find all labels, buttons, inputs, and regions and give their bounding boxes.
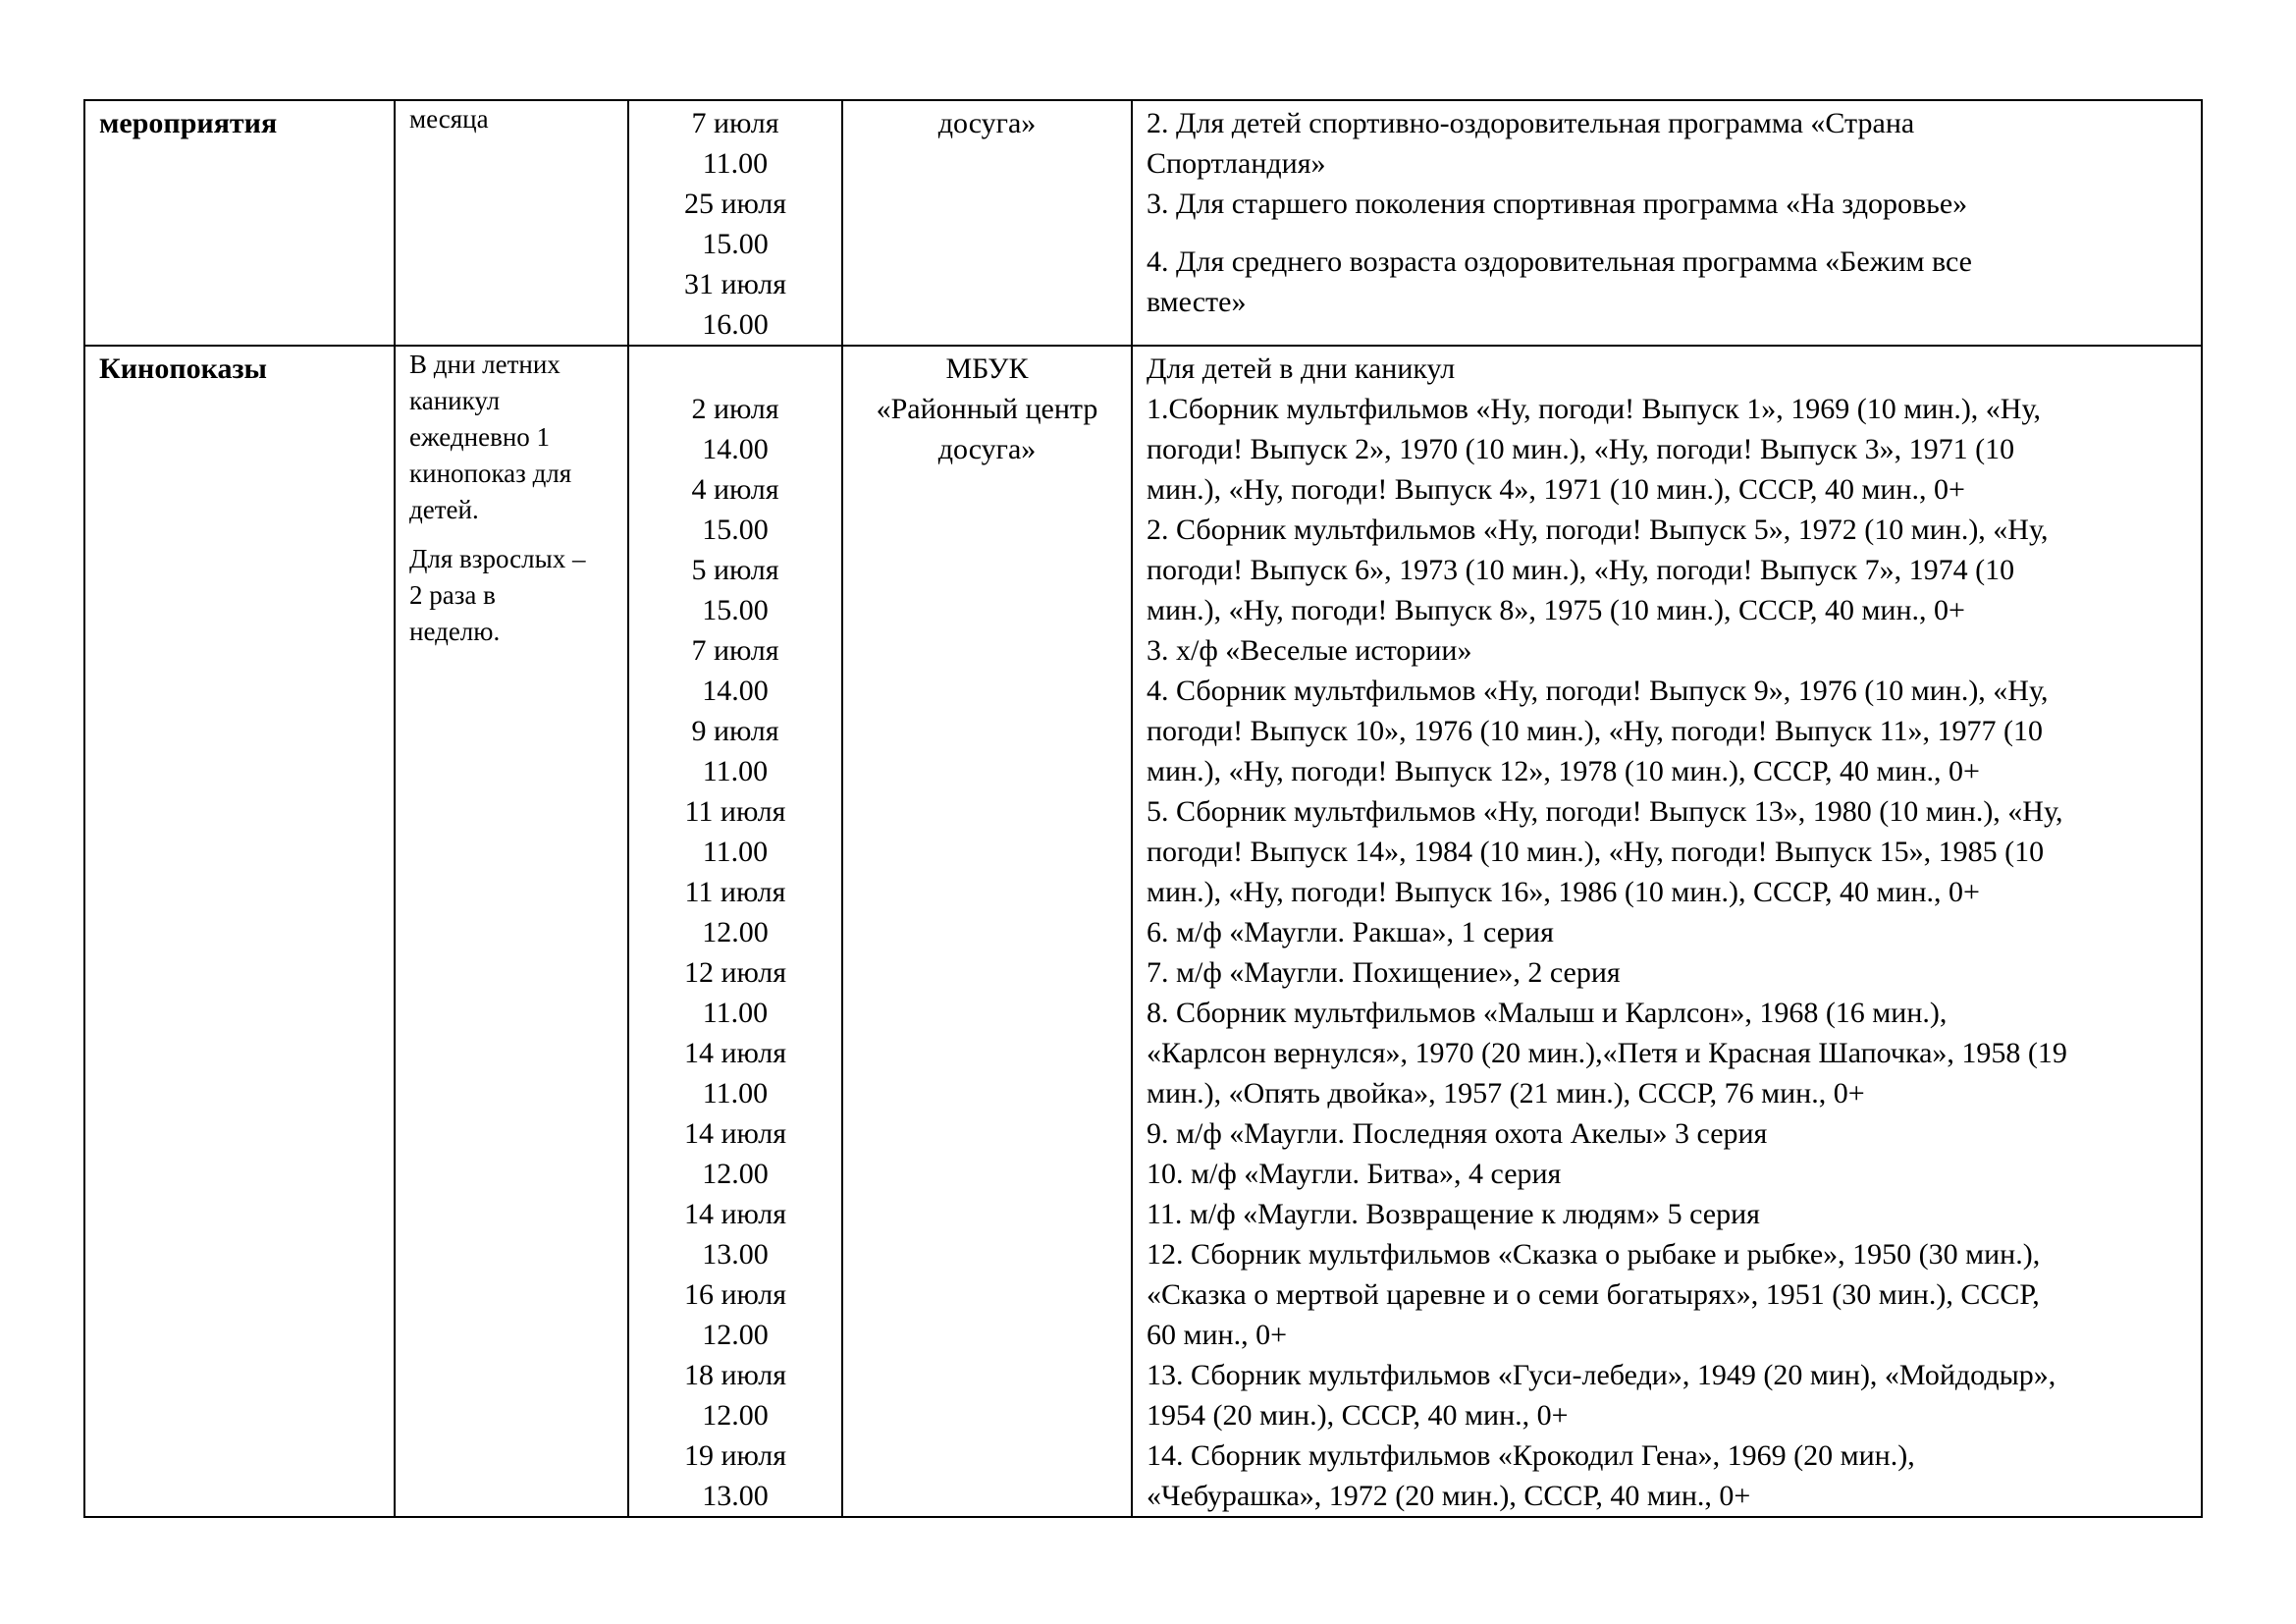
date-line: 16 июля — [684, 1278, 786, 1311]
table-row — [84, 100, 2202, 346]
events-table — [83, 99, 2203, 1518]
date-line: 2 июля — [691, 393, 779, 425]
program-line: 13. Сборник мультфильмов «Гуси-лебеди», 1949 (20 мин), «Мойдодыр», — [1147, 1359, 2056, 1391]
program-line: 9. м/ф «Маугли. Последняя охота Акелы» 3 серия — [1147, 1117, 1768, 1150]
time-line: 11.00 — [702, 836, 769, 868]
program-line: мин.), «Ну, погоди! Выпуск 12», 1978 (10 мин.), СССР, 40 мин., 0+ — [1147, 755, 1980, 787]
time-line: 12.00 — [702, 1319, 769, 1351]
program-line: 8. Сборник мультфильмов «Малыш и Карлсон», 1968 (16 мин.), — [1147, 997, 1948, 1029]
venue-line: МБУК — [945, 352, 1029, 385]
time-line: 16.00 — [702, 308, 769, 341]
date-line: 11 июля — [684, 795, 786, 828]
table-row — [84, 346, 2202, 1517]
schedule-paragraph — [409, 347, 619, 528]
schedule-text: месяца — [409, 104, 489, 134]
event-title: Кинопоказы — [99, 352, 267, 385]
time-line: 12.00 — [702, 1399, 769, 1432]
date-line: 31 июля — [684, 268, 786, 300]
program-line: 2. Сборник мультфильмов «Ну, погоди! Выпуск 5», 1972 (10 мин.), «Ну, — [1147, 514, 2049, 546]
schedule-cell — [395, 100, 628, 346]
program-line: Для детей в дни каникул — [1147, 352, 1456, 385]
program-line: 11. м/ф «Маугли. Возвращение к людям» 5 серия — [1147, 1198, 1760, 1230]
program-line: 12. Сборник мультфильмов «Сказка о рыбаке и рыбке», 1950 (30 мин.), — [1147, 1238, 2041, 1271]
program-line: вместе» — [1147, 286, 1247, 318]
time-line: 14.00 — [702, 433, 769, 465]
program-cell — [1132, 100, 2202, 346]
program-cell — [1132, 346, 2202, 1517]
date-line: 5 июля — [691, 554, 779, 586]
event-title-cell — [84, 100, 395, 346]
program-line: погоди! Выпуск 2», 1970 (10 мин.), «Ну, погоди! Выпуск 3», 1971 (10 — [1147, 433, 2015, 465]
program-line: 6. м/ф «Маугли. Ракша», 1 серия — [1147, 916, 1554, 948]
program-line: «Сказка о мертвой царевне и о семи богатырях», 1951 (30 мин.), СССР, — [1147, 1278, 2040, 1311]
program-line: 3. х/ф «Веселые истории» — [1147, 634, 1472, 667]
time-line: 11.00 — [702, 755, 769, 787]
time-line: 15.00 — [702, 594, 769, 626]
schedule-line: неделю. — [409, 617, 501, 646]
time-line: 14.00 — [702, 675, 769, 707]
program-line: 2. Для детей спортивно-оздоровительная программа «Страна — [1147, 107, 1915, 139]
program-line: погоди! Выпуск 6», 1973 (10 мин.), «Ну, погоди! Выпуск 7», 1974 (10 — [1147, 554, 2015, 586]
program-line: 7. м/ф «Маугли. Похищение», 2 серия — [1147, 956, 1621, 989]
schedule-line: Для взрослых – — [409, 544, 586, 573]
program-line: погоди! Выпуск 10», 1976 (10 мин.), «Ну, погоди! Выпуск 11», 1977 (10 — [1147, 715, 2043, 747]
dates-cell — [628, 346, 842, 1517]
date-line: 11 июля — [684, 876, 786, 908]
venue-line: «Районный центр — [876, 393, 1098, 425]
program-line: 4. Сборник мультфильмов «Ну, погоди! Выпуск 9», 1976 (10 мин.), «Ну, — [1147, 675, 2049, 707]
date-line: 18 июля — [684, 1359, 786, 1391]
date-line: 7 июля — [691, 634, 779, 667]
date-line: 7 июля — [691, 107, 779, 139]
venue-text: досуга» — [937, 107, 1037, 139]
time-line: 12.00 — [702, 916, 769, 948]
schedule-line: детей. — [409, 495, 479, 524]
program-line: мин.), «Ну, погоди! Выпуск 8», 1975 (10 мин.), СССР, 40 мин., 0+ — [1147, 594, 1965, 626]
time-line: 15.00 — [702, 514, 769, 546]
event-title: мероприятия — [99, 107, 278, 139]
time-line: 13.00 — [702, 1238, 769, 1271]
event-title-cell — [84, 346, 395, 1517]
program-line: мин.), «Опять двойка», 1957 (21 мин.), СССР, 76 мин., 0+ — [1147, 1077, 1865, 1110]
venue-cell — [842, 100, 1132, 346]
program-line: «Чебурашка», 1972 (20 мин.), СССР, 40 мин., 0+ — [1147, 1480, 1751, 1512]
program-line: 60 мин., 0+ — [1147, 1319, 1288, 1351]
date-line: 9 июля — [691, 715, 779, 747]
time-line: 15.00 — [702, 228, 769, 260]
program-line: мин.), «Ну, погоди! Выпуск 4», 1971 (10 мин.), СССР, 40 мин., 0+ — [1147, 473, 1965, 506]
date-line: 19 июля — [684, 1439, 786, 1472]
schedule-line: ежедневно 1 — [409, 422, 551, 452]
schedule-line: 2 раза в — [409, 580, 496, 610]
date-line: 25 июля — [684, 188, 786, 220]
program-line: мин.), «Ну, погоди! Выпуск 16», 1986 (10 мин.), СССР, 40 мин., 0+ — [1147, 876, 1980, 908]
program-line: Спортландия» — [1147, 147, 1326, 180]
schedule-cell — [395, 346, 628, 1517]
date-line: 4 июля — [691, 473, 779, 506]
program-line: «Карлсон вернулся», 1970 (20 мин.),«Петя и Красная Шапочка», 1958 (19 — [1147, 1037, 2067, 1069]
time-line: 12.00 — [702, 1158, 769, 1190]
dates-cell — [628, 100, 842, 346]
program-line: 1.Сборник мультфильмов «Ну, погоди! Выпуск 1», 1969 (10 мин.), «Ну, — [1147, 393, 2041, 425]
time-line: 11.00 — [702, 997, 769, 1029]
program-line: 1954 (20 мин.), СССР, 40 мин., 0+ — [1147, 1399, 1569, 1432]
venue-line: досуга» — [937, 433, 1037, 465]
venue-cell — [842, 346, 1132, 1517]
schedule-line: В дни летних — [409, 350, 561, 379]
program-line: погоди! Выпуск 14», 1984 (10 мин.), «Ну, погоди! Выпуск 15», 1985 (10 — [1147, 836, 2045, 868]
date-line: 14 июля — [684, 1117, 786, 1150]
schedule-paragraph — [409, 541, 619, 650]
schedule-line: кинопоказ для — [409, 459, 572, 488]
schedule-line: каникул — [409, 386, 501, 415]
program-line: 5. Сборник мультфильмов «Ну, погоди! Выпуск 13», 1980 (10 мин.), «Ну, — [1147, 795, 2063, 828]
program-line: 10. м/ф «Маугли. Битва», 4 серия — [1147, 1158, 1562, 1190]
program-line: 4. Для среднего возраста оздоровительная программа «Бежим все — [1147, 245, 1972, 278]
time-line: 11.00 — [702, 1077, 769, 1110]
time-line: 11.00 — [702, 147, 769, 180]
date-line: 14 июля — [684, 1198, 786, 1230]
time-line: 13.00 — [702, 1480, 769, 1512]
program-line: 14. Сборник мультфильмов «Крокодил Гена», 1969 (20 мин.), — [1147, 1439, 1915, 1472]
date-line: 12 июля — [684, 956, 786, 989]
program-line: 3. Для старшего поколения спортивная программа «На здоровье» — [1147, 188, 1968, 220]
date-line: 14 июля — [684, 1037, 786, 1069]
